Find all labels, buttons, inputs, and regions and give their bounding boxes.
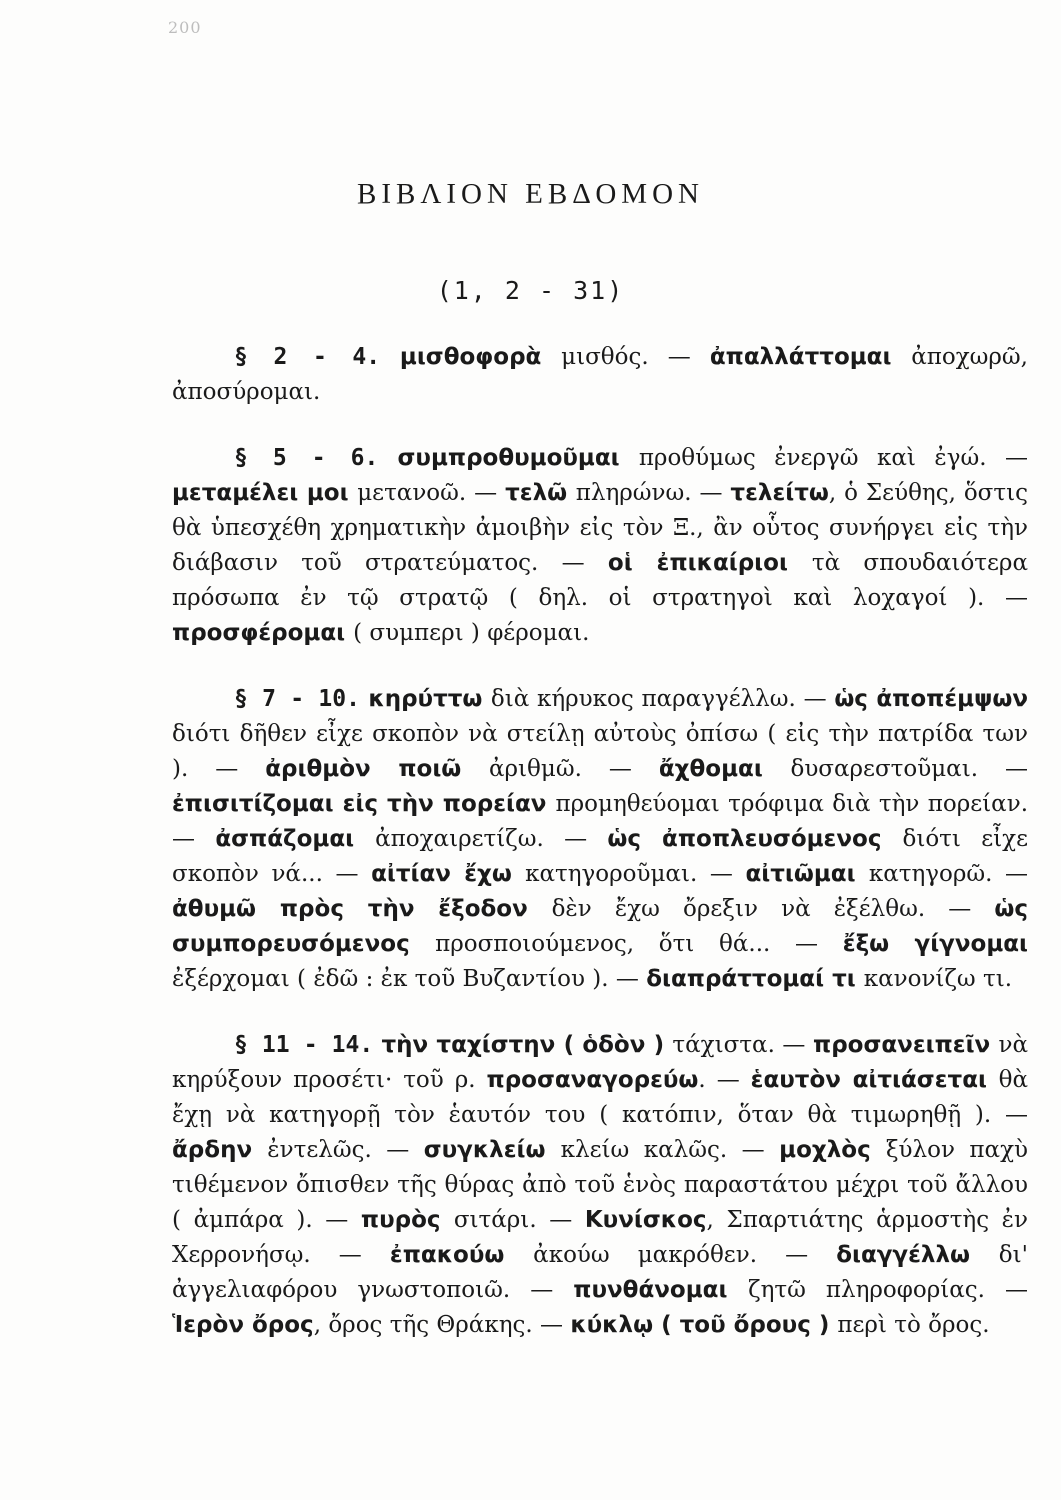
definition: , ὄρος τῆς Θράκης. —	[313, 1312, 571, 1338]
headword: προσφέρομαι	[172, 620, 354, 646]
definition: , Σπαρτιάτης ἁρμοστὴς ἐν Χερρονήσῳ. —	[172, 1207, 1029, 1268]
headword: ἔξω γίγνομαι	[842, 931, 1029, 957]
segments	[172, 1032, 1028, 1338]
definition: τάχιστα. —	[672, 1032, 813, 1058]
headword: συγκλείω	[423, 1137, 561, 1163]
headword: προσαναγορεύω	[486, 1067, 699, 1093]
definition: θὰ ἔχῃ νὰ κατηγορῇ τὸν ἑαυτόν του ( κατόπιν, ὅταν θὰ τιμωρηθῇ ). —	[172, 1067, 1028, 1128]
definition: . —	[698, 1067, 751, 1093]
page-title: ΒΙΒΛΙΟΝ ΕΒΔΟΜΟΝ	[357, 178, 704, 210]
definition: πληρώνω. —	[575, 480, 731, 506]
definition: διότι εἶχε σκοπὸν νά... —	[172, 826, 1029, 887]
headword: ἀθυμῶ πρὸς τὴν ἔξοδον	[172, 896, 552, 922]
definition: ξύλον παχὺ τιθέμενον ὄπισθεν τῆς θύρας ἀπὸ τοῦ ἑνὸς παραστάτου μέχρι τοῦ ἄλλου ( ἀμπάρα ). —	[172, 1137, 1028, 1233]
glossary-paragraph	[172, 682, 1028, 997]
headword: οἱ ἐπικαίριοι	[607, 550, 812, 576]
definition: ἀποχωρῶ, ἀποσύρομαι.	[172, 344, 1028, 405]
page-number: 200	[168, 18, 202, 37]
glossary-body	[172, 340, 1028, 1374]
glossary-paragraph	[172, 340, 1028, 410]
section-marker: § 11 - 14.	[234, 1032, 374, 1058]
definition: ( συμπερι ) φέρομαι.	[353, 620, 590, 646]
section-marker: § 5 - 6.	[234, 445, 379, 471]
definition: κατηγοροῦμαι. —	[525, 861, 746, 887]
glossary-paragraph	[172, 441, 1028, 651]
definition: μισθός. —	[561, 344, 710, 370]
definition: ἐντελῶς. —	[267, 1137, 424, 1163]
segments	[172, 445, 1028, 646]
definition: διότι δῆθεν εἶχε σκοπὸν νὰ στείλῃ αὐτοὺς ὀπίσω ( εἰς τὴν πατρίδα των ). —	[172, 721, 1028, 782]
headword: ἐπακούω	[389, 1242, 534, 1268]
section-marker: § 7 - 10.	[234, 686, 360, 712]
headword: τὴν ταχίστην ( ὁδὸν )	[373, 1032, 673, 1058]
headword: αἰτιῶμαι	[745, 861, 869, 887]
definition: διὰ κήρυκος παραγγέλλω. —	[490, 686, 835, 712]
definition: νὰ κηρύξουν προσέτι· τοῦ ρ.	[172, 1032, 1028, 1093]
headword: μοχλὸς	[779, 1137, 886, 1163]
definition: ἐξέρχομαι ( ἐδῶ : ἐκ τοῦ Βυζαντίου ). —	[172, 966, 647, 992]
headword: συμπροθυμοῦμαι	[378, 445, 639, 471]
headword: πυρὸς	[360, 1207, 454, 1233]
headword: προσανειπεῖν	[813, 1032, 999, 1058]
definition: κανονίζω τι.	[863, 966, 1013, 992]
headword: Ἱερὸν ὄρος	[172, 1312, 314, 1338]
headword: ἀπαλλάττομαι	[709, 344, 912, 370]
headword: διαπράττομαί τι	[646, 966, 864, 992]
definition: σιτάρι. —	[453, 1207, 585, 1233]
definition: ἀκούω μακρόθεν. —	[533, 1242, 837, 1268]
headword: τελῶ	[505, 480, 576, 506]
definition: προσποιούμενος, ὅτι θά... —	[435, 931, 843, 957]
headword: αἰτίαν ἔχω	[371, 861, 526, 887]
headword: μεταμέλει μοι	[172, 480, 358, 506]
headword: Κυνίσκος	[584, 1207, 707, 1233]
definition: περὶ τὸ ὄρος.	[837, 1312, 990, 1338]
headword: ἑαυτὸν αἰτιάσεται	[750, 1067, 999, 1093]
chapter-range: (1, 2 - 31)	[436, 276, 625, 305]
definition: δυσαρεστοῦμαι. —	[790, 756, 1029, 782]
headword: μισθοφορὰ	[380, 344, 562, 370]
section-marker: § 2 - 4.	[234, 344, 381, 370]
headword: ἄχθομαι	[658, 756, 791, 782]
definition: δι' ἀγγελιαφόρου γνωστοποιῶ. —	[172, 1242, 1028, 1303]
headword: ἐπισιτίζομαι εἰς τὴν πορείαν	[172, 791, 556, 817]
headword: τελείτω	[730, 480, 829, 506]
headword: κύκλῳ ( τοῦ ὄρους )	[570, 1312, 838, 1338]
headword: ὡς ἀποπέμψων	[834, 686, 1029, 712]
headword: διαγγέλλω	[836, 1242, 999, 1268]
definition: κατηγορῶ. —	[868, 861, 1028, 887]
headword: ἄρδην	[172, 1137, 268, 1163]
definition: προθύμως ἐνεργῶ καὶ ἐγώ. —	[638, 445, 1029, 471]
headword: ὡς συμπορευσόμενος	[172, 896, 1028, 957]
definition: , ὁ Σεύθης, ὅστις θὰ ὑπεσχέθη χρηματικὴν ἀμοιβὴν εἰς τὸν Ξ., ἂν οὗτος συνήργει εἰς τὴν διάβασιν τοῦ στρατεύματος. —	[172, 480, 1028, 576]
headword: πυνθάνομαι	[573, 1277, 749, 1303]
headword: ἀσπάζομαι	[215, 826, 376, 852]
definition: ζητῶ πληροφορίας. —	[748, 1277, 1028, 1303]
headword: ἀριθμὸν ποιῶ	[265, 756, 489, 782]
segments	[172, 686, 1028, 992]
definition: τὰ σπουδαιότερα πρόσωπα ἐν τῷ στρατῷ ( δηλ. οἱ στρατηγοὶ καὶ λοχαγοί ). —	[172, 550, 1028, 611]
headword: ὡς ἀποπλευσόμενος	[607, 826, 903, 852]
headword: κηρύττω	[359, 686, 491, 712]
definition: δὲν ἔχω ὄρεξιν νὰ ἐξέλθω. —	[551, 896, 995, 922]
definition: ἀριθμῶ. —	[488, 756, 659, 782]
definition: μετανοῶ. —	[357, 480, 506, 506]
definition: ἀποχαιρετίζω. —	[375, 826, 608, 852]
definition: κλείω καλῶς. —	[560, 1137, 780, 1163]
glossary-paragraph	[172, 1028, 1028, 1343]
definition: προμηθεύομαι τρόφιμα διὰ τὴν πορείαν. —	[172, 791, 1028, 852]
